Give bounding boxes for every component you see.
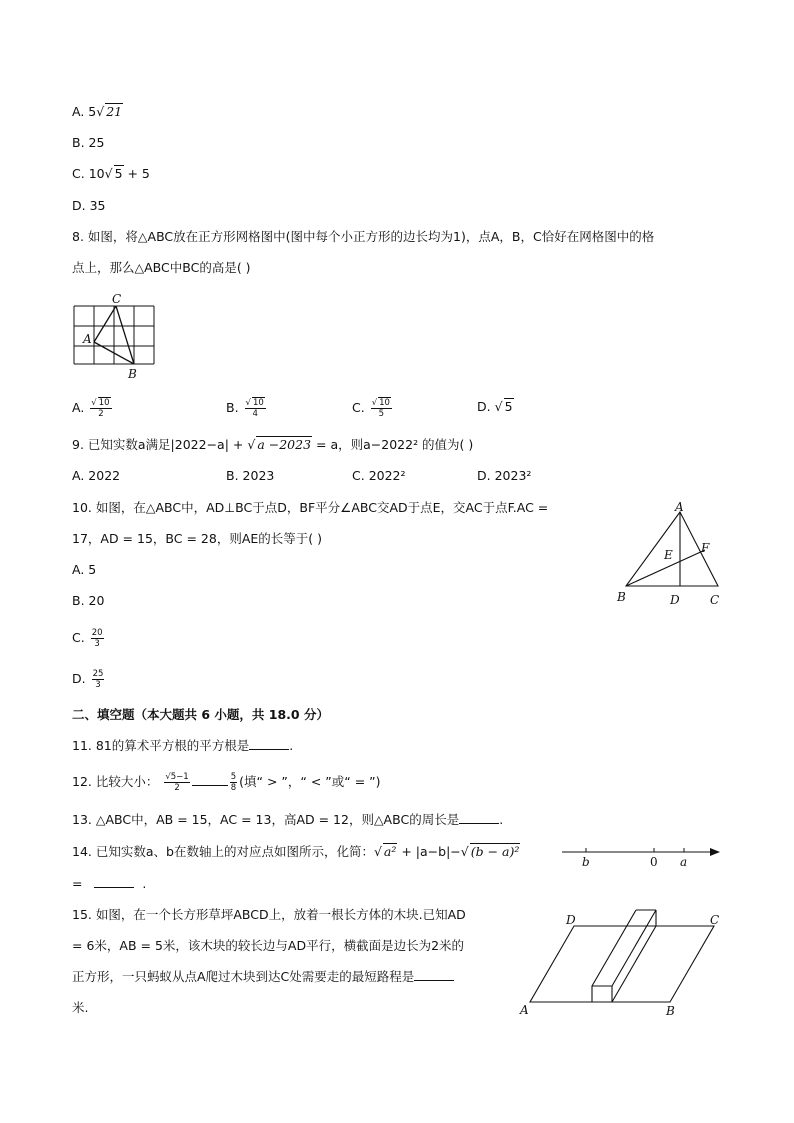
q7-option-a: A. 5√ 21 bbox=[72, 104, 123, 119]
q8-option-d: D. √ 5 bbox=[477, 399, 513, 414]
q10-label-a: A bbox=[675, 500, 684, 514]
q15-label-a: A bbox=[520, 1003, 529, 1017]
q10-option-c: C. $\frac{20}{3}$ bbox=[72, 628, 103, 649]
q13-stem: 13. △ABC中，AB = 15，AC = 13，高AD = 12，则△ABC的周长是 . bbox=[72, 812, 504, 827]
q10-label-d: D bbox=[670, 593, 680, 607]
q15-label-b: B bbox=[666, 1004, 675, 1018]
q8-label-b: B bbox=[128, 367, 137, 381]
q15-label-d: D bbox=[566, 913, 576, 927]
q10-label-f: F bbox=[701, 541, 710, 555]
q7-option-d: D. 35 bbox=[72, 198, 106, 213]
q14-stem: 14. 已知实数a、b在数轴上的对应点如图所示，化简：√ a² + |a−b|−√ (b − a)² bbox=[72, 844, 520, 859]
q15-stem-line4: 米. bbox=[72, 1000, 89, 1015]
q10-stem-line2: 17，AD = 15，BC = 28，则AE的长等于( ) bbox=[72, 531, 322, 546]
q8-stem-line1: 8. 如图，将△ABC放在正方形网格图中(图中每个小正方形的边长均为1)，点A，B，C恰好在网格图中的格 bbox=[72, 229, 655, 244]
sqrt-sign: √ bbox=[96, 104, 105, 119]
q10-stem-line1: 10. 如图，在△ABC中，AD⊥BC于点D，BF平分∠ABC交AD于点E，交AC于点F.AC = bbox=[72, 500, 549, 515]
q14-line2: = . bbox=[72, 876, 147, 891]
q10-option-b: B. 20 bbox=[72, 593, 105, 608]
q15-stem-line2: = 6米，AB = 5米，该木块的较长边与AD平行，横截面是边长为2米的 bbox=[72, 938, 465, 953]
q15-stem-line3: 正方形，一只蚂蚁从点A爬过木块到达C处需要走的最短路程是 bbox=[72, 968, 454, 986]
q9-option-b: B. 2023 bbox=[226, 468, 275, 483]
arrow-right-icon bbox=[710, 848, 720, 856]
q10-label-c: C bbox=[710, 593, 720, 607]
q9-stem: 9. 已知实数a满足|2022−a| + √ a −2023 = a，则a−2022² 的值为( ) bbox=[72, 437, 474, 452]
q9-option-c: C. 2022² bbox=[352, 468, 406, 483]
q7-option-b: B. 25 bbox=[72, 135, 105, 150]
q14-number-line bbox=[560, 838, 725, 870]
q8-option-a: A. $\frac{√ 10}{2}$ bbox=[72, 398, 110, 419]
q8-label-c: C bbox=[112, 292, 122, 306]
q12-stem: 12. 比较大小： $\frac{√5-1}{2}$ $\frac{5}{8}$ (填“ > ”，“ < ”或“ = ”) bbox=[72, 772, 381, 793]
q10-label-b: B bbox=[617, 590, 626, 604]
answer-blank[interactable] bbox=[414, 980, 454, 981]
q8-label-a: A bbox=[83, 332, 92, 346]
q10-triangle-figure bbox=[612, 500, 732, 610]
section-2-title: 二、填空题（本大题共 6 小题，共 18.0 分） bbox=[72, 707, 329, 722]
q14-label-zero: 0 bbox=[650, 855, 658, 869]
q8-option-c: C. $\frac{√ 10}{5}$ bbox=[352, 398, 390, 419]
q14-label-a: a bbox=[680, 855, 688, 869]
q11-stem: 11. 81的算术平方根的平方根是 . bbox=[72, 738, 294, 753]
q8-option-b: B. $\frac{√ 10}{4}$ bbox=[226, 398, 264, 419]
q10-option-d: D. $\frac{25}{3}$ bbox=[72, 669, 104, 690]
q10-option-a: A. 5 bbox=[72, 562, 97, 577]
q8-stem-line2: 点上，那么△ABC中BC的高是( ) bbox=[72, 260, 251, 275]
q15-label-c: C bbox=[710, 913, 720, 927]
q14-label-b: b bbox=[582, 855, 590, 869]
q10-label-e: E bbox=[664, 548, 673, 562]
q7-option-c: C. 10√ 5 + 5 bbox=[72, 166, 150, 181]
answer-blank[interactable] bbox=[459, 823, 499, 824]
q9-option-a: A. 2022 bbox=[72, 468, 121, 483]
q9-option-d: D. 2023² bbox=[477, 468, 532, 483]
q8-grid-figure bbox=[70, 290, 160, 382]
answer-blank[interactable] bbox=[94, 887, 134, 888]
answer-blank[interactable] bbox=[249, 749, 289, 750]
q15-stem-line1: 15. 如图，在一个长方形草坪ABCD上，放着一根长方体的木块.已知AD bbox=[72, 907, 466, 922]
q15-lawn-figure bbox=[512, 902, 732, 1022]
answer-blank[interactable] bbox=[192, 785, 228, 786]
